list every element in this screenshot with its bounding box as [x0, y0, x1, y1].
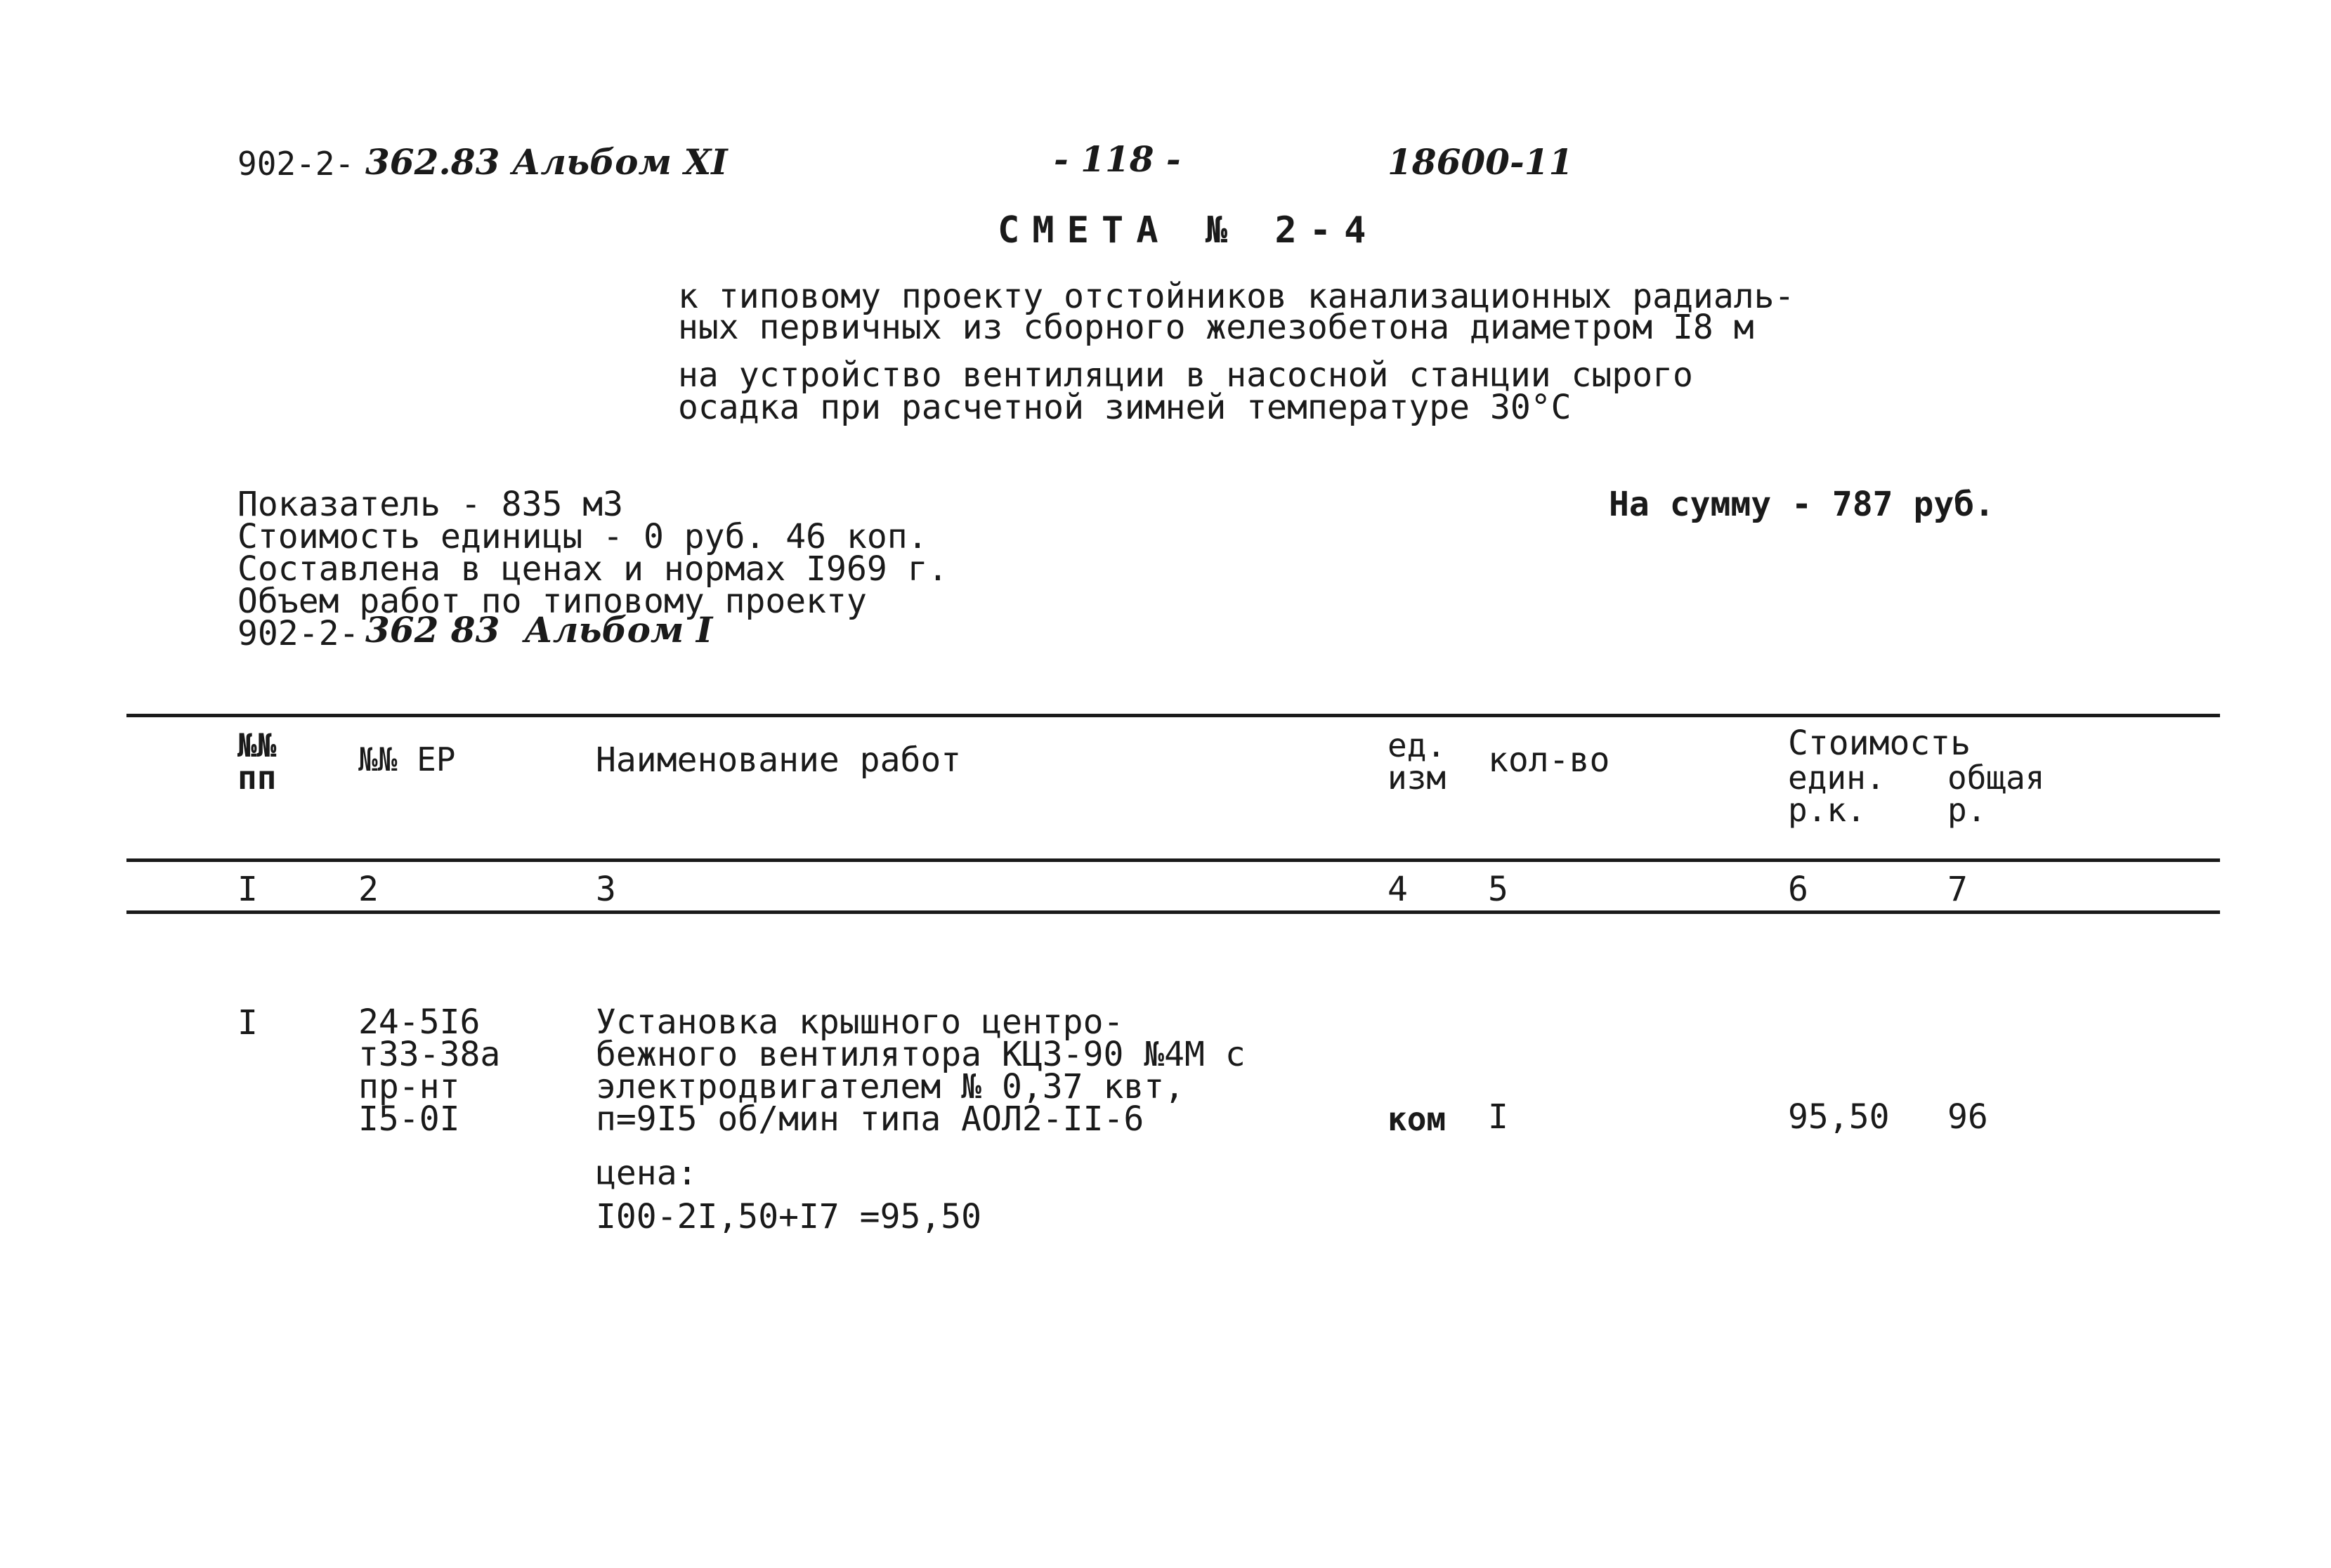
- row-price-formula: I00-2I,50+I7 =95,50: [596, 1197, 982, 1236]
- table-top-rule: [126, 714, 2220, 717]
- column-number-4: 4: [1388, 870, 1408, 909]
- prices-norms-text: Составлена в ценах и нормах I969 г.: [237, 549, 948, 589]
- page-title: СМЕТА № 2-4: [998, 209, 1379, 251]
- header-cost-group: Стоимость: [1788, 724, 1971, 763]
- header-er-number: №№ ЕР: [358, 740, 456, 778]
- volume-text: Объем работ по типовому проекту: [237, 582, 867, 621]
- unit-cost-text: Стоимость единицы - 0 руб. 46 коп.: [237, 517, 928, 556]
- header-quantity: кол-во: [1488, 740, 1610, 780]
- volume-code-handwritten: 362 83 Альбом I: [365, 609, 713, 651]
- total-sum-text: На сумму - 787 руб.: [1609, 485, 1995, 524]
- subtitle-line-2: ных первичных из сборного железобетона диаметром I8 м: [678, 308, 1754, 347]
- column-number-2: 2: [358, 870, 379, 909]
- row-number: I: [237, 1003, 258, 1043]
- row-total-cost: 96: [1947, 1097, 1988, 1137]
- column-number-3: 3: [596, 870, 616, 909]
- row-unit: ком: [1388, 1100, 1447, 1138]
- row-price-label: цена:: [596, 1154, 698, 1193]
- row-unit-cost: 95,50: [1788, 1097, 1890, 1137]
- reference-number: 18600-11: [1388, 141, 1574, 183]
- row-quantity: I: [1488, 1097, 1508, 1137]
- column-number-1: I: [237, 870, 258, 909]
- column-numbers-rule: [126, 910, 2220, 914]
- header-unit-cost: един. р.к.: [1788, 759, 1886, 829]
- column-number-7: 7: [1947, 870, 1968, 909]
- indicator-text: Показатель - 835 м3: [237, 485, 624, 524]
- subtitle-line-1: к типовому проекту отстойников канализационных радиаль-: [678, 277, 1795, 316]
- row-er-code: 24-5I6 т33-38а пр-нт I5-0I: [358, 1002, 501, 1139]
- row-work-name: Установка крышного центро- бежного вентилятора КЦЗ-90 №4М с электродвигателем № 0,37 квт, п=9I5 об/мин типа АОЛ2-II-6: [596, 1002, 1246, 1139]
- column-number-5: 5: [1488, 870, 1508, 909]
- header-unit: ед. изм: [1388, 726, 1447, 797]
- document-code-handwritten: 362.83 Альбом XI: [365, 141, 728, 183]
- header-work-name: Наименование работ: [596, 740, 962, 780]
- volume-code-prefix: 902-2-: [237, 614, 360, 653]
- header-row-number: №№ пп: [237, 726, 277, 797]
- subtitle-line-3: на устройство вентиляции в насосной станции сырого: [678, 355, 1693, 395]
- subtitle-line-4: осадка при расчетной зимней температуре 30°С: [678, 388, 1572, 427]
- column-number-6: 6: [1788, 870, 1808, 909]
- table-header-rule: [126, 858, 2220, 862]
- document-code-prefix: 902-2-: [237, 145, 355, 183]
- header-total-cost: общая р.: [1947, 759, 2045, 829]
- page-number: - 118 -: [1054, 138, 1181, 180]
